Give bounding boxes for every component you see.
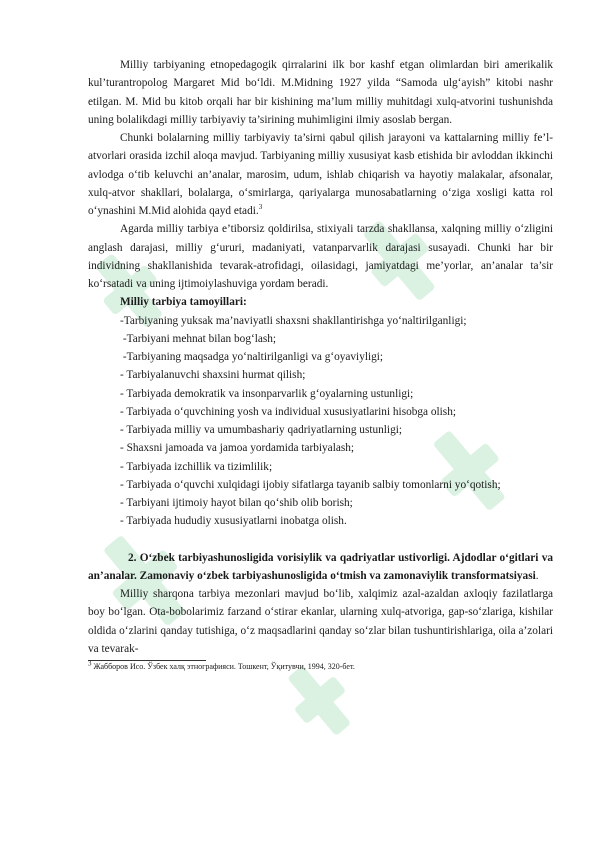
section-title-text: 2. O‘zbek tarbiyashunosligida vorisiylik va qadriyatlar ustivorligi. Ajdodlar o‘gitlari va an’analar. Zamonaviy o‘zbek tarbiyashunosligida o‘tmish va zamonaviylik transformatsiyasi	[88, 551, 553, 582]
list-item: -Tarbiyaning yuksak ma’naviyatli shaxsni shakllantirishga yo‘naltirilganligi;	[120, 314, 467, 327]
list-item: - Tarbiyada hududiy xususiyatlarni inobatga olish.	[120, 515, 347, 528]
list-item: -Tarbiyaning maqsadga yo‘naltirilganligi va g‘oyaviyligi;	[120, 351, 384, 363]
list-item: - Tarbiyada milliy va umumbashariy qadriyatlarning ustunligi;	[120, 424, 402, 436]
paragraph-2	[88, 129, 553, 220]
list-item: - Shaxsni jamoada va jamoa yordamida tarbiyalash;	[120, 442, 355, 455]
spacer	[88, 531, 553, 549]
paragraph-2-text: Chunki bolalarning milliy tarbiyaviy ta’sirni qabul qilish jarayoni va kattalarning milliy fe’l-atvorlari orasida izchil aloqa mavjud. Tarbiyaning milliy xususiyat kasb etishida bir avloddan ikkinchi avlodga o‘tib keluvchi an’analar, marosim, udum, ishlab chiqarish va hayotiy malakalar, afsonalar, xulq-atvor shakllari, bolalarga, o‘smirlarga, qariyalarga munosabatlarning o‘ziga xosligi katta rol o‘ynashini M.Mid alohida qayd etadi.	[88, 132, 553, 217]
list-item: - Tarbiyada demokratik va insonparvarlik g‘oyalarning ustunligi;	[120, 387, 414, 400]
document-page	[88, 56, 553, 673]
footnote-marker: 3	[88, 659, 92, 668]
principles-heading: Milliy tarbiya tamoyillari:	[120, 296, 247, 309]
section-title	[88, 549, 553, 586]
footnote-reference[interactable]: 3	[258, 203, 263, 212]
section-title-period: .	[535, 569, 539, 582]
section-body: Milliy sharqona tarbiya mezonlari mavjud bo‘lib, xalqimiz azal-azaldan axloqiy fazilatlarga boy bo‘lgan. Ota-bobolarimiz farzand o‘stirar ekanlar, ularning xulq-atvoriga, gap-so‘zlariga, kishilar oldida o‘zlarini qanday tutishiga, o‘z maqsadlarini qanday so‘zlar bilan tushuntirishlariga, oila a’zolari va tevarak-	[88, 588, 553, 655]
paragraph-3: Agarda milliy tarbiya e’tiborsiz qoldirilsa, stixiyali tarzda shakllansa, xalqning milliy o‘zligini anglash darajasi, milliy g‘ururi, madaniyati, vatanparvarlik darajasi susayadi. Chunki har bir individning shakllanishida tevarak-atrofidagi, oilasidagi, jamiyatdagi me’yorlar, an’analar ta’sir ko‘rsatadi va uning ijtimoiylashuviga yordam beradi.	[88, 223, 553, 290]
list-item: -Tarbiyani mehnat bilan bog‘lash;	[120, 332, 277, 345]
list-item: - Tarbiyada o‘quvchining yosh va individual xususiyatlarini hisobga olish;	[120, 405, 456, 418]
footnote-text: Жабборов Исо. Ўзбек халқ этнографияси. Тошкент, Ўқитувчи, 1994, 320-бет.	[91, 662, 355, 671]
list-item: - Tarbiyani ijtimoiy hayot bilan qo‘shib olib borish;	[120, 497, 353, 509]
list-item: - Tarbiyada o‘quvchi xulqidagi ijobiy sifatlarga tayanib salbiy tomonlarni yo‘qotish;	[120, 478, 501, 491]
paragraph-1: Milliy tarbiyaning etnopedagogik qirralarini ilk bor kashf etgan olimlardan biri amerikalik kul’turantropolog Margaret Mid bo‘ldi. M.Midning 1927 yilda “Samoda ulg‘ayish” kitobi nashr etilgan. M. Mid bu kitob orqali har bir kishining ma’lum milliy muhitdagi xulq-atvorini tushunishda uning bolalikdagi milliy tarbiyaviy ta’sirining muhimligini ilmiy asoslab bergan.	[88, 59, 553, 126]
list-item: - Tarbiyalanuvchi shaxsini hurmat qilish;	[120, 369, 306, 382]
list-item: - Tarbiyada izchillik va tizimlilik;	[120, 460, 273, 473]
footnote	[88, 661, 553, 673]
